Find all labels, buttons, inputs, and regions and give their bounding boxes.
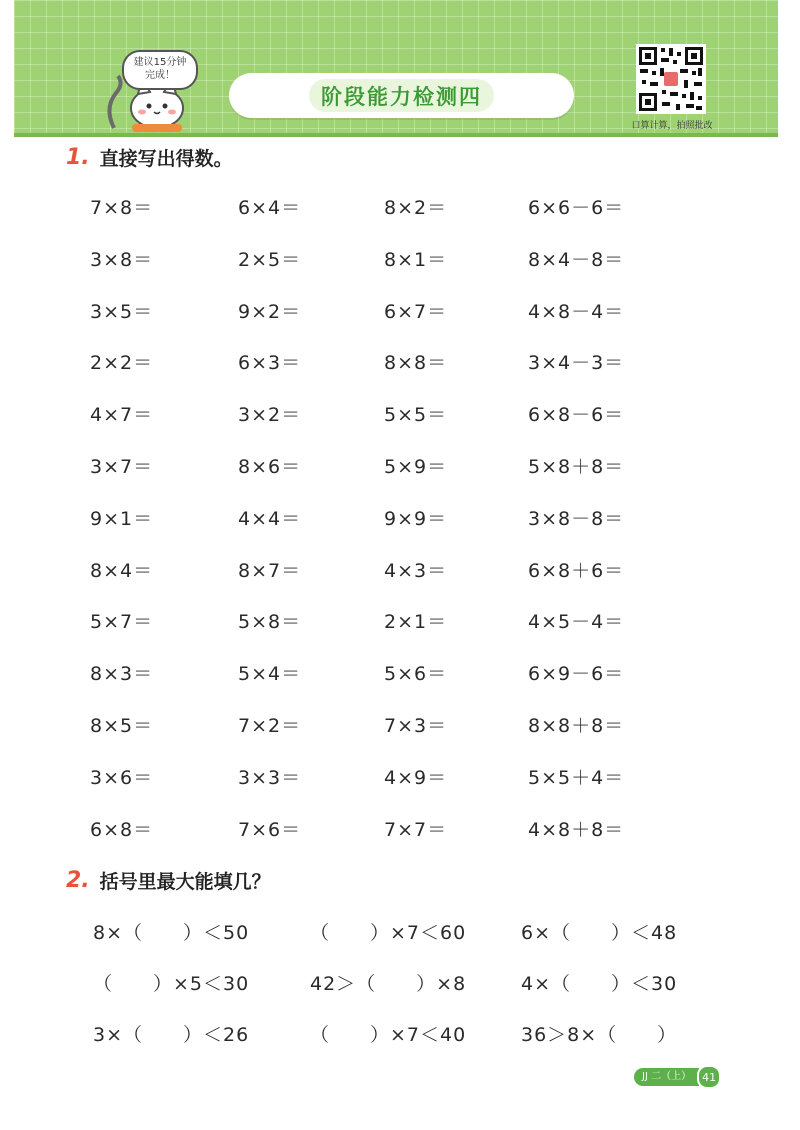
- section-2-number: 2.: [66, 867, 90, 893]
- calc-item: 3×4－3＝: [528, 352, 625, 375]
- calc-item: 4×9＝: [384, 766, 448, 789]
- page-number: 41: [697, 1065, 721, 1089]
- calc-item: 2×1＝: [384, 611, 448, 634]
- calc-item: 4×5－4＝: [528, 611, 625, 634]
- bracket-item: （ ）×5＜30: [93, 973, 250, 995]
- calc-item: 6×8－6＝: [528, 404, 625, 427]
- calc-item: 2×5＝: [238, 248, 302, 271]
- calc-item: 8×2＝: [384, 197, 448, 219]
- calc-item: 5×4＝: [238, 663, 302, 686]
- bracket-item: 3×（ ）＜26: [93, 1024, 250, 1046]
- title-pill: [229, 73, 574, 118]
- calc-item: 4×7＝: [90, 404, 154, 427]
- section-2-title: 括号里最大能填几？: [99, 870, 271, 893]
- header-banner: [14, 0, 778, 137]
- calc-item: 6×9－6＝: [528, 663, 625, 686]
- calc-item: 8×8＝: [384, 352, 448, 375]
- calc-item: 2×2＝: [90, 352, 154, 375]
- speech-bubble: [122, 50, 198, 90]
- bracket-item: 6×（ ）＜48: [521, 922, 678, 944]
- calc-item: 8×1＝: [384, 248, 448, 271]
- calc-item: 7×3＝: [384, 715, 448, 737]
- calc-item: 7×2＝: [238, 715, 302, 737]
- page-footer: [634, 1068, 721, 1086]
- calc-item: 8×7＝: [238, 559, 302, 582]
- calc-item: 8×3＝: [90, 663, 154, 686]
- section-1-title: 直接写出得数。: [99, 147, 233, 170]
- calc-item: 6×8＝: [90, 818, 154, 841]
- calc-item: 7×8＝: [90, 197, 154, 219]
- grade-label: JJ 二（上）: [634, 1068, 699, 1086]
- calc-item: 6×7＝: [384, 300, 448, 323]
- qr-caption: 口算计算，拍照批改: [631, 121, 713, 131]
- qr-code-icon[interactable]: [636, 44, 706, 114]
- page-title: 阶段能力检测四: [309, 79, 494, 112]
- calc-item: 8×4－8＝: [528, 248, 625, 271]
- calc-item: 6×3＝: [238, 352, 302, 375]
- calc-item: 8×5＝: [90, 715, 154, 737]
- section-2-heading: [66, 865, 271, 895]
- calc-item: 9×9＝: [384, 507, 448, 530]
- bracket-item: 36＞8×（ ）: [521, 1024, 678, 1046]
- calc-item: 3×7＝: [90, 456, 154, 478]
- calc-item: 3×8－8＝: [528, 507, 625, 530]
- calc-item: 3×2＝: [238, 404, 302, 427]
- calc-item: 5×6＝: [384, 663, 448, 686]
- calc-item: 4×3＝: [384, 559, 448, 582]
- calc-item: 3×6＝: [90, 766, 154, 789]
- bracket-item: （ ）×7＜40: [310, 1024, 467, 1046]
- calc-item: 9×2＝: [238, 300, 302, 323]
- bracket-item: （ ）×7＜60: [310, 922, 467, 944]
- calc-item: 5×5＝: [384, 404, 448, 427]
- calc-item: 7×6＝: [238, 818, 302, 841]
- calc-item: 5×8＝: [238, 611, 302, 634]
- calc-item: 6×4＝: [238, 197, 302, 219]
- bubble-line-1: 建议15分钟: [133, 57, 187, 68]
- calc-item: 5×5＋4＝: [528, 766, 625, 789]
- calc-item: 6×6－6＝: [528, 197, 625, 219]
- calc-item: 9×1＝: [90, 507, 154, 530]
- bracket-item: 4×（ ）＜30: [521, 973, 678, 995]
- calc-item: 8×4＝: [90, 559, 154, 582]
- calc-item: 4×8－4＝: [528, 300, 625, 323]
- calc-item: 3×5＝: [90, 300, 154, 323]
- bracket-item: 8×（ ）＜50: [93, 922, 250, 944]
- calc-item: 8×6＝: [238, 456, 302, 478]
- calc-item: 3×8＝: [90, 248, 154, 271]
- calc-item: 5×7＝: [90, 611, 154, 634]
- calc-item: 6×8＋6＝: [528, 559, 625, 582]
- calc-item: 5×9＝: [384, 456, 448, 478]
- calc-item: 7×7＝: [384, 818, 448, 841]
- section-1-heading: [66, 142, 233, 172]
- bubble-line-2: 完成！: [145, 70, 175, 81]
- calc-item: 5×8＋8＝: [528, 456, 625, 478]
- calc-item: 4×8＋8＝: [528, 818, 625, 841]
- calc-item: 4×4＝: [238, 507, 302, 530]
- calc-item: 3×3＝: [238, 766, 302, 789]
- calc-item: 8×8＋8＝: [528, 715, 625, 737]
- bracket-item: 42＞（ ）×8: [310, 973, 467, 995]
- section-1-number: 1.: [66, 144, 90, 170]
